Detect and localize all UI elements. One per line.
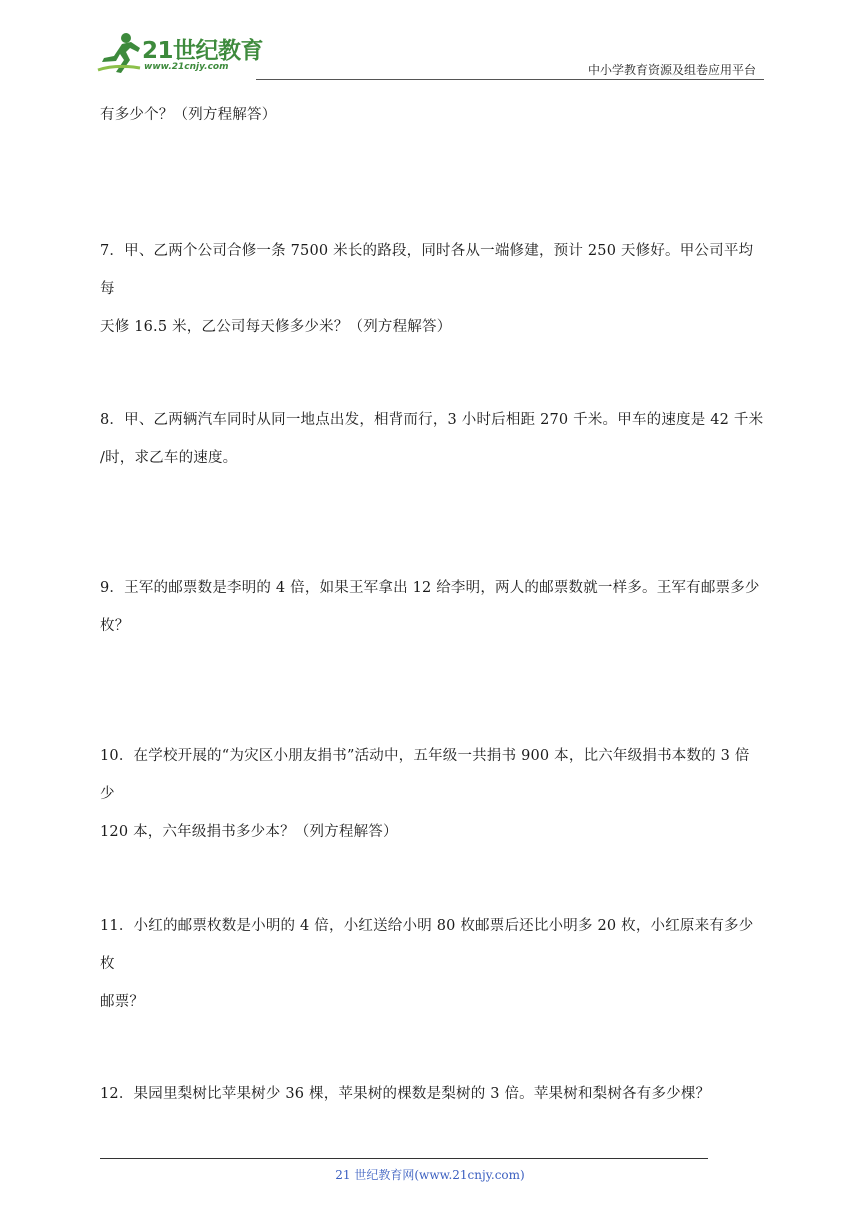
question-line: 7．甲、乙两个公司合修一条 7500 米长的路段，同时各从一端修建，预计 250 天修好。甲公司平均每 <box>100 243 754 297</box>
question-item <box>100 232 764 346</box>
platform-name: 中小学教育资源及组卷应用平台 <box>587 63 756 77</box>
question-line: 天修 16.5 米，乙公司每天修多少米？（列方程解答） <box>100 319 452 335</box>
question-item <box>100 401 764 477</box>
question-line: 有多少个？（列方程解答） <box>100 107 277 123</box>
question-line: 10．在学校开展的“为灾区小朋友捐书”活动中，五年级一共捐书 900 本，比六年级捐书本数的 3 倍少 <box>100 748 750 802</box>
footer-divider <box>100 1158 708 1159</box>
question-line: 9．王军的邮票数是李明的 4 倍，如果王军拿出 12 给李明，两人的邮票数就一样多。王军有邮票多少 <box>100 580 760 596</box>
logo-text: 21世纪教育 <box>142 38 264 64</box>
footer-link[interactable]: 21 世纪教育网(www.21cnjy.com) <box>335 1168 525 1182</box>
question-item <box>100 569 764 645</box>
header-divider <box>256 79 764 80</box>
page-header <box>0 0 860 80</box>
question-line: 枚？ <box>100 618 130 634</box>
question-line: /时，求乙车的速度。 <box>100 450 238 466</box>
question-line: 邮票？ <box>100 994 145 1010</box>
site-logo <box>96 30 266 80</box>
runner-logo-icon <box>96 30 146 76</box>
question-line: 12．果园里梨树比苹果树少 36 棵，苹果树的棵数是梨树的 3 倍。苹果树和梨树各有多少棵？ <box>100 1086 711 1102</box>
question-line: 120 本，六年级捐书多少本？（列方程解答） <box>100 824 398 840</box>
question-line: 11．小红的邮票枚数是小明的 4 倍，小红送给小明 80 枚邮票后还比小明多 20 枚，小红原来有多少枚 <box>100 918 754 972</box>
question-item <box>100 907 764 1021</box>
logo-url: www.21cnjy.com <box>144 62 229 72</box>
question-line: 8．甲、乙两辆汽车同时从同一地点出发，相背而行，3 小时后相距 270 千米。甲车的速度是 42 千米 <box>100 412 764 428</box>
question-item <box>100 1075 764 1113</box>
question-item <box>100 96 764 134</box>
question-item <box>100 737 764 851</box>
